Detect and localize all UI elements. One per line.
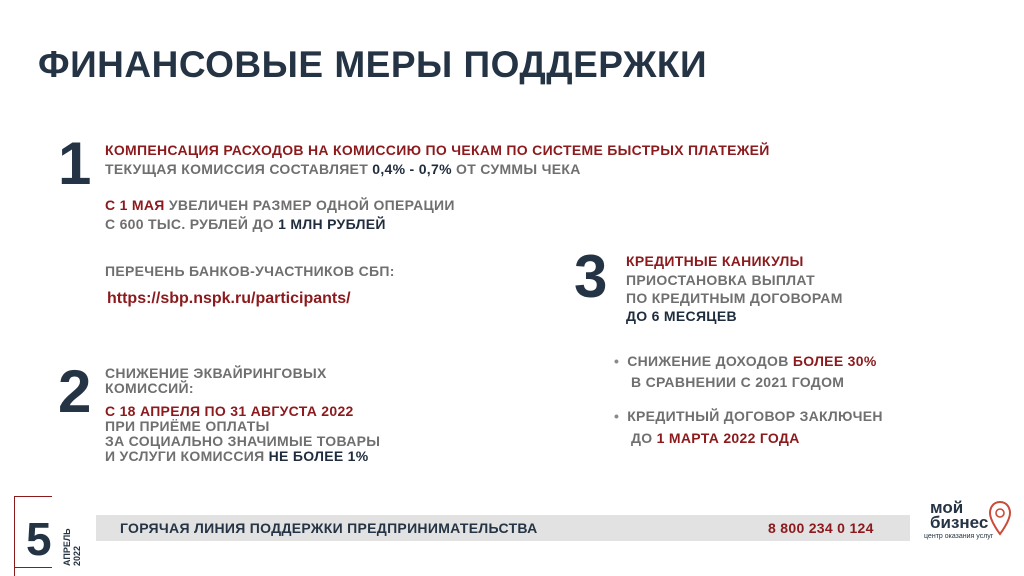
bullet-dot-icon: • (614, 353, 620, 369)
block1-heading: КОМПЕНСАЦИЯ РАСХОДОВ НА КОМИССИЮ ПО ЧЕКАМ ПО СИСТЕМЕ БЫСТРЫХ ПЛАТЕЖЕЙ (105, 142, 770, 158)
block1-banks-label: ПЕРЕЧЕНЬ БАНКОВ-УЧАСТНИКОВ СБП: (105, 263, 395, 279)
block3-line3: ДО 6 МЕСЯЦЕВ (626, 308, 737, 324)
block2-line5-value: НЕ БОЛЕЕ 1% (268, 448, 369, 464)
logo-subtitle: центр оказания услуг (924, 533, 994, 540)
block3-line2: ПО КРЕДИТНЫМ ДОГОВОРАМ (626, 290, 843, 306)
bullet-2-line2-highlight: 1 МАРТА 2022 ГОДА (656, 430, 800, 446)
bullet-1-line2: В СРАВНЕНИИ С 2021 ГОДОМ (631, 374, 845, 390)
footer-frame-top (14, 496, 52, 497)
page-number: 5 (26, 513, 52, 565)
block2-period: С 18 АПРЕЛЯ ПО 31 АВГУСТА 2022 (105, 403, 354, 419)
bullet-2-prefix: КРЕДИТНЫЙ ДОГОВОР ЗАКЛЮЧЕН (627, 408, 883, 424)
block1-may-rest: УВЕЛИЧЕН РАЗМЕР ОДНОЙ ОПЕРАЦИИ (164, 197, 455, 213)
hotline-phone[interactable]: 8 800 234 0 124 (768, 520, 874, 536)
logo-text-line1: мой (930, 498, 964, 517)
bullet-dot-icon: • (614, 408, 620, 424)
block1-commission-value: 0,4% - 0,7% (372, 161, 452, 177)
block2-heading-line2: КОМИССИЙ: (105, 380, 194, 396)
block2-heading-line1: СНИЖЕНИЕ ЭКВАЙРИНГОВЫХ (105, 365, 327, 381)
block1-number: 1 (58, 130, 92, 197)
bullet-1-prefix: СНИЖЕНИЕ ДОХОДОВ (627, 353, 793, 369)
block2-line3: ПРИ ПРИЁМЕ ОПЛАТЫ (105, 418, 270, 434)
logo-text-line2: бизнес (930, 513, 989, 532)
block3-heading: КРЕДИТНЫЕ КАНИКУЛЫ (626, 253, 804, 269)
block1-limit-value: 1 МЛН РУБЛЕЙ (278, 216, 386, 232)
footer-frame-line (14, 496, 15, 576)
footer-year: 2022 (72, 545, 82, 566)
footer-month: АПРЕЛЬ (62, 528, 72, 566)
bullet-2-line2 (631, 426, 800, 450)
bullet-2 (614, 404, 883, 428)
hotline-label: ГОРЯЧАЯ ЛИНИЯ ПОДДЕРЖКИ ПРЕДПРИНИМАТЕЛЬСТВА (120, 520, 538, 536)
footer-date (62, 528, 82, 566)
block1-commission-suffix: ОТ СУММЫ ЧЕКА (451, 161, 581, 177)
block3-number: 3 (574, 243, 608, 310)
block2-number: 2 (58, 358, 92, 425)
block2-line5-prefix: И УСЛУГИ КОМИССИЯ (105, 448, 269, 464)
block1-may-date: С 1 МАЯ (105, 197, 165, 213)
block1-may-line (105, 197, 455, 214)
footer-frame-bottom (14, 567, 52, 568)
bullet-1-highlight: БОЛЕЕ 30% (792, 353, 877, 369)
bullet-2-line2-prefix: ДО (631, 430, 657, 446)
block1-commission-prefix: ТЕКУЩАЯ КОМИССИЯ СОСТАВЛЯЕТ (105, 161, 373, 177)
block1-limit-prefix: С 600 ТЫС. РУБЛЕЙ ДО (105, 216, 279, 232)
location-pin-icon (988, 500, 1012, 538)
sbp-participants-link[interactable]: https://sbp.nspk.ru/participants/ (107, 290, 351, 307)
block3-line1: ПРИОСТАНОВКА ВЫПЛАТ (626, 272, 815, 288)
block1-limit-line (105, 216, 386, 233)
block1-commission (105, 161, 581, 178)
page-title: ФИНАНСОВЫЕ МЕРЫ ПОДДЕРЖКИ (38, 44, 708, 85)
block2-line4: ЗА СОЦИАЛЬНО ЗНАЧИМЫЕ ТОВАРЫ (105, 433, 381, 449)
block2-line5 (105, 448, 369, 465)
